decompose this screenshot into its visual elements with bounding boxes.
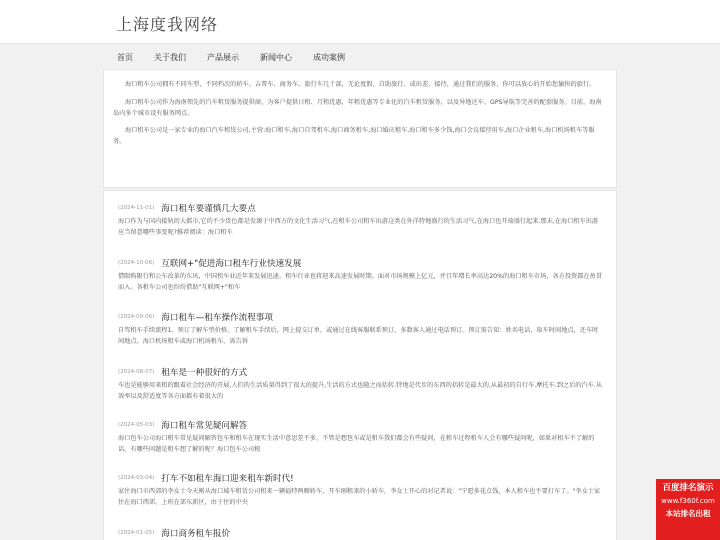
ranking-ad-badge[interactable] <box>656 479 720 540</box>
article-title-link[interactable]: 海口商务租车报价 <box>161 529 231 539</box>
article-title-link[interactable]: 租车是一种很好的方式 <box>161 368 248 378</box>
article-summary: 车也是能够用来租的跟着社会经济的开展,人们的生活质量得到了很大的提升,生活的方式也随之而括转.特地是代步的东西的括转是最大的,从最初的自行车.摩托车.到之后的汽车.从效率以及舒适度等各方面都有着很大的 <box>118 382 603 400</box>
site-header <box>0 0 720 44</box>
nav-item-home[interactable]: 首页 <box>117 53 133 62</box>
nav-item-products[interactable]: 产品展示 <box>207 53 239 62</box>
site-title[interactable]: 上海度我网络 <box>116 15 219 34</box>
badge-line: 本站排名出租 <box>665 509 711 518</box>
intro-paragraph: 海口租车公司拥有不同车型、不同档次的轿车、吉普车、商务车、旅行车几十部，无论度假、自助旅行、或出差、接待，通过我们的服务，你可以放心的开始您愉快的旅行。 <box>125 81 596 88</box>
badge-line: 百度排名演示 <box>662 483 714 493</box>
article-title-link[interactable]: 海口租车—租车操作流程事项 <box>161 313 273 323</box>
article-date: (2024-03-04) <box>118 475 155 481</box>
article-summary: 家住海口市西郊的李女士今天刚从海口域车租赁公司租来一辆福特两厢轿车，开车刚租来的小轿车，李女士开心的对记者说："宁愿多花点钱，本人租车也不要打车了。"李女士家住在海口西郊，上班在郊东新区，由于住的中央 <box>118 488 601 506</box>
intro-paragraph: 海口租车公司作为海南领先的汽车租赁服务提供商，为客户提供日租、月租优惠，年租优惠等专业化的汽车租赁服务，以及异地还车、GPS导航等完善的配套服务。目前，海南岛内多个城市设有服务网点。 <box>113 98 602 117</box>
article-list <box>103 190 617 540</box>
article-title-link[interactable]: 海口租车要谨慎几大要点 <box>161 204 256 214</box>
nav-item-news[interactable]: 新闻中心 <box>260 53 292 62</box>
intro-paragraph: 海口租车公司是一家专业的海口汽车租赁公司,主营:海口租车,海口自驾租车,海口商务租车,海口婚庆租车,海口租车多少钱,海口会议接待用车,海口企业租车,海口机场租车等服务。 <box>113 127 595 146</box>
article-date: (2024-08-07) <box>118 369 155 375</box>
article-summary: 借限购限行和公车改革的东风，中国租车业近年来发展迅速。租车行业也将迎来高速发展时期。面对市场规模上亿元，并且年增长率高达20%的海口租车市场，各方投资都在鱼贯而入。各租车公司也纷纷借助"互联网+"和车 <box>118 273 602 291</box>
article-title-link[interactable]: 打车不如租车海口迎来租车新时代! <box>161 474 294 484</box>
article-date: (2024-11-01) <box>118 205 155 211</box>
article-title-link[interactable]: 互联网+"促进海口租车行业快速发展 <box>161 259 302 269</box>
nav-item-cases[interactable]: 成功案例 <box>313 53 345 62</box>
article-date: (2024-10-06) <box>118 260 155 266</box>
article-date: (2024-09-06) <box>118 314 155 320</box>
badge-url: www.f360f.com <box>661 497 715 505</box>
article-summary: 海口包车公司海口租车常见疑问解答包车和租车在现实生活中意思差不多，不管是想包车或是租车我们都会有些疑问，在租车过程租车人会有哪些疑问呢，如果对租车不了解的话，有哪些问题是租车想了解的呢？海口包车公司根 <box>118 435 595 453</box>
article-summary: 自驾租车手续流程1、预订了解车型价格，了解租车手续后，网上提交订单，或通过在线客服联系预订，多数客人通过电话预订。预订需告知：姓名电话，取车时间地点，还车时间地点。海口机场租车或海口机场租车，需告诉 <box>118 327 599 345</box>
article-date: (2024-01-05) <box>118 530 155 536</box>
main-nav <box>103 45 352 69</box>
article-title-link[interactable]: 海口租车常见疑问解答 <box>161 421 248 431</box>
nav-item-about[interactable]: 关于我们 <box>154 53 186 62</box>
intro-section <box>103 69 617 188</box>
article-date: (2024-05-03) <box>118 422 155 428</box>
article-summary: 海口作为与国内接轨的大都市,它的不少货色都是发源于中西方的文化生活习气,在租车公司租车出游这类在外洋特地盛行的生活习气,在海口也开端盛行起来.那末,在海口租车出游应当留意哪些事变呢?推荐阅读：海口租车 <box>118 218 599 236</box>
